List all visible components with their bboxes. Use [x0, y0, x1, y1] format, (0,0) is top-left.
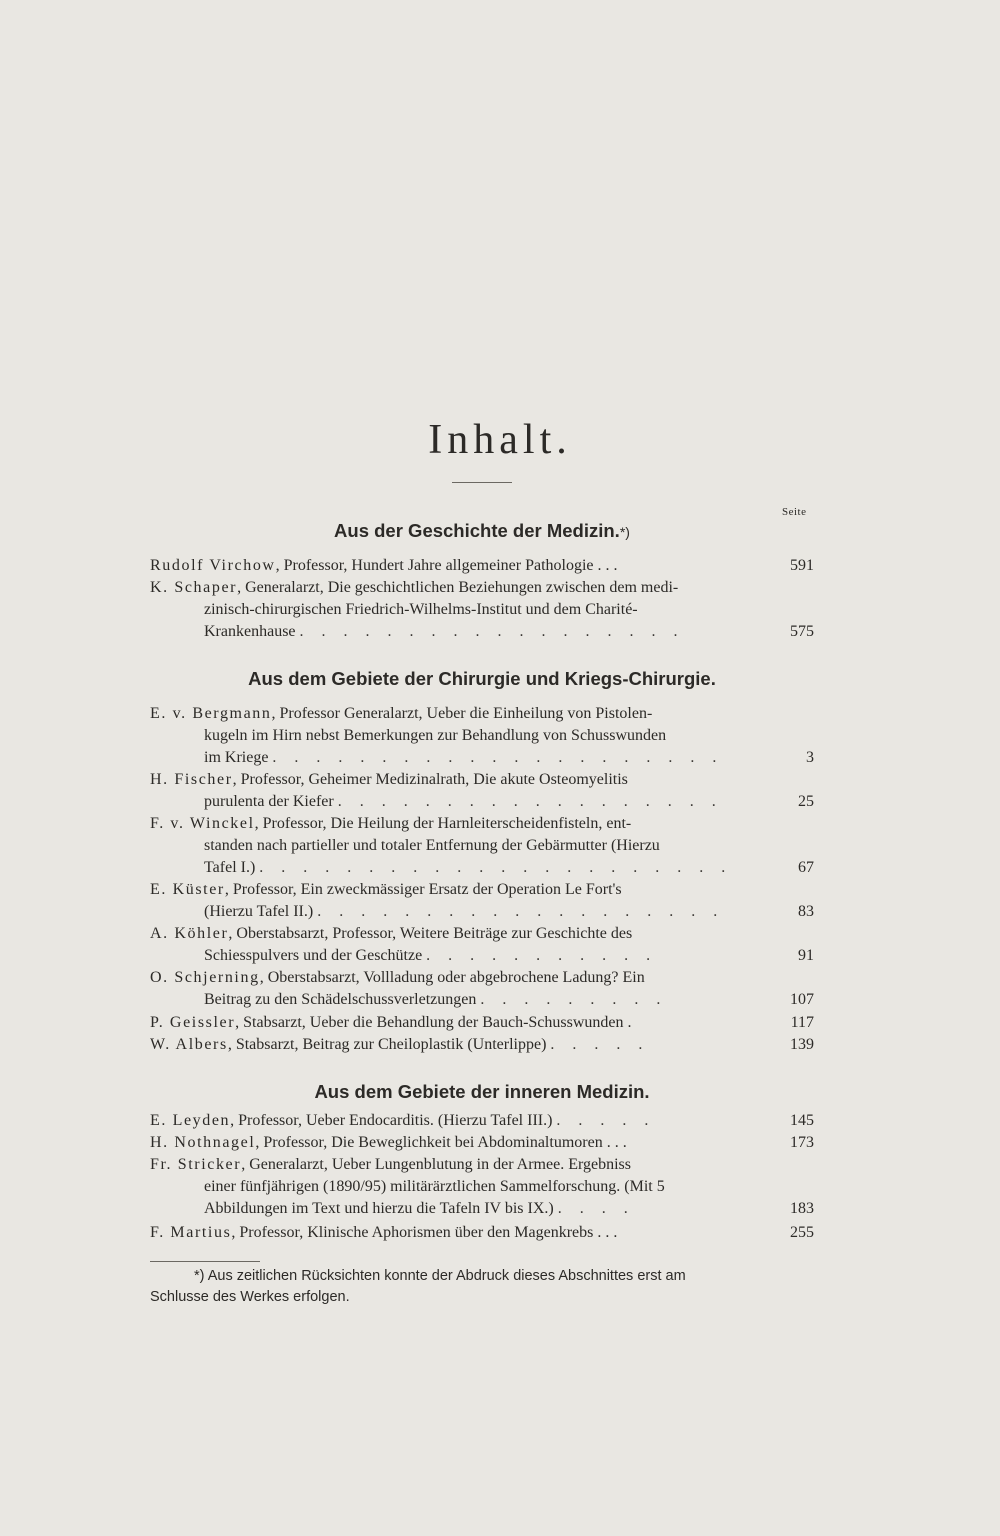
entry-title: , Professor, Die Beweglichkeit bei Abdominaltumoren . . . — [255, 1134, 627, 1151]
page-title: Inhalt. — [428, 417, 572, 463]
entry-author: E. v. Bergmann — [150, 705, 272, 722]
entry-page: 173 — [790, 1134, 814, 1151]
toc-entry — [150, 577, 814, 643]
entry-title: , Professor, Klinische Aphorismen über den Magenkrebs . . . — [231, 1224, 618, 1241]
section-heading-history: Aus der Geschichte der Medizin.*) — [334, 520, 630, 541]
entry-author: K. Schaper — [150, 579, 238, 596]
entry-author: F. Martius — [150, 1224, 232, 1241]
entry-author: F. v. Winckel — [150, 815, 255, 832]
entry-page: 575 — [790, 623, 814, 640]
footnote-marker: *) — [194, 1268, 205, 1284]
entry-title: , Professor, Die Heilung der Harnleiterscheidenfisteln, ent- — [254, 815, 632, 832]
entry-page: 255 — [790, 1224, 814, 1241]
toc-entry — [150, 879, 814, 923]
entry-title: , Professor, Hundert Jahre allgemeiner Pathologie . . . — [275, 557, 618, 574]
footnote-divider — [150, 1261, 260, 1262]
entry-author: Fr. Stricker — [150, 1156, 242, 1173]
entry-title-continued: zinisch-chirurgischen Friedrich-Wilhelms-Institut und dem Charité- — [204, 601, 638, 618]
page-column-label: Seite — [782, 506, 807, 518]
entry-title: , Oberstabsarzt, Vollladung oder abgebrochene Ladung? Ein — [259, 969, 645, 986]
leader-dots: . . . . . . . . . . . — [426, 947, 658, 964]
entry-page: 91 — [798, 947, 814, 964]
entry-title: , Professor, Ein zweckmässiger Ersatz der Operation Le Fort's — [224, 881, 622, 898]
leader-dots: . . . . . . . . . . . . . . . . . . . — [317, 903, 725, 920]
title-divider — [452, 482, 512, 483]
toc-entry — [150, 1154, 814, 1220]
entry-title-continued: im Kriege — [204, 749, 269, 766]
leader-dots: . . . . — [557, 1200, 635, 1217]
toc-entry — [150, 1222, 814, 1244]
entry-author: O. Schjerning — [150, 969, 260, 986]
entry-author: P. Geissler — [150, 1014, 236, 1031]
entry-page: 145 — [790, 1112, 814, 1129]
entry-author: H. Nothnagel — [150, 1134, 256, 1151]
entry-title: , Oberstabsarzt, Professor, Weitere Beiträge zur Geschichte des — [228, 925, 633, 942]
leader-dots: . . . . . . . . . . . . . . . . . . — [299, 623, 685, 640]
leader-dots: . . . . . . . . . . . . . . . . . . . . . — [272, 749, 724, 766]
toc-entry — [150, 703, 814, 769]
entry-title-continued: (Hierzu Tafel II.) — [204, 903, 314, 920]
toc-entry — [150, 1132, 814, 1154]
leader-dots: . . . . . — [550, 1036, 650, 1053]
entry-page: 67 — [798, 859, 814, 876]
entry-author: W. Albers — [150, 1036, 228, 1053]
entry-page: 139 — [790, 1036, 814, 1053]
entry-title-continued: einer fünfjährigen (1890/95) militärärztlichen Sammelforschung. (Mit 5 — [204, 1178, 665, 1195]
entry-page: 183 — [790, 1200, 814, 1217]
entry-title-continued: standen nach partieller und totaler Entfernung der Gebärmutter (Hierzu — [204, 837, 660, 854]
entry-page: 117 — [790, 1014, 814, 1031]
entry-author: E. Leyden — [150, 1112, 231, 1129]
toc-entry — [150, 1110, 814, 1132]
leader-dots: . . . . . — [556, 1112, 656, 1129]
entry-title-continued: kugeln im Hirn nebst Bemerkungen zur Behandlung von Schusswunden — [204, 727, 667, 744]
entry-page: 591 — [790, 557, 814, 574]
footnote-text: Aus zeitlichen Rücksichten konnte der Abdruck dieses Abschnittes erst am — [207, 1268, 686, 1284]
entry-title-continued: purulenta der Kiefer — [204, 793, 334, 810]
entry-title: , Generalarzt, Ueber Lungenblutung in der Armee. Ergebniss — [241, 1156, 631, 1173]
entry-title: , Professor, Ueber Endocarditis. (Hierzu Tafel III.) — [230, 1112, 553, 1129]
entry-author: Rudolf Virchow — [150, 557, 276, 574]
entry-title-continued: Tafel I.) — [204, 859, 256, 876]
entry-page: 3 — [806, 749, 814, 766]
entry-author: E. Küster — [150, 881, 225, 898]
entry-page: 83 — [798, 903, 814, 920]
toc-entry — [150, 813, 814, 879]
toc-entry — [150, 555, 814, 577]
entry-title-continued: Schiesspulvers und der Geschütze — [204, 947, 423, 964]
entry-title: , Generalarzt, Die geschichtlichen Beziehungen zwischen dem medi- — [237, 579, 679, 596]
entry-title-continued: Beitrag zu den Schädelschussverletzungen — [204, 991, 477, 1008]
footnote-text-continued: Schlusse des Werkes erfolgen. — [150, 1289, 350, 1305]
entry-title: , Stabsarzt, Beitrag zur Cheiloplastik (Unterlippe) — [227, 1036, 547, 1053]
toc-entry — [150, 1012, 814, 1034]
toc-entry — [150, 769, 814, 813]
toc-entry — [150, 967, 814, 1011]
entry-page: 25 — [798, 793, 814, 810]
entry-page: 107 — [790, 991, 814, 1008]
entry-author: H. Fischer — [150, 771, 233, 788]
leader-dots: . . . . . . . . . . . . . . . . . . — [337, 793, 723, 810]
footnote — [150, 1266, 822, 1308]
leader-dots: . . . . . . . . . — [480, 991, 668, 1008]
entry-title: , Stabsarzt, Ueber die Behandlung der Bauch-Schusswunden . — [235, 1014, 632, 1031]
entry-title: , Professor Generalarzt, Ueber die Einheilung von Pistolen- — [271, 705, 653, 722]
leader-dots: . . . . . . . . . . . . . . . . . . . . . . — [259, 859, 733, 876]
entry-title-continued: Abbildungen im Text und hierzu die Tafeln IV bis IX.) — [204, 1200, 554, 1217]
toc-entry — [150, 923, 814, 967]
section-heading-surgery: Aus dem Gebiete der Chirurgie und Kriegs-Chirurgie. — [248, 668, 716, 689]
toc-entry — [150, 1034, 814, 1056]
entry-author: A. Köhler — [150, 925, 229, 942]
entry-title-continued: Krankenhause — [204, 623, 296, 640]
entry-title: , Professor, Geheimer Medizinalrath, Die akute Osteomyelitis — [232, 771, 628, 788]
section-heading-internal-medicine: Aus dem Gebiete der inneren Medizin. — [314, 1081, 650, 1102]
